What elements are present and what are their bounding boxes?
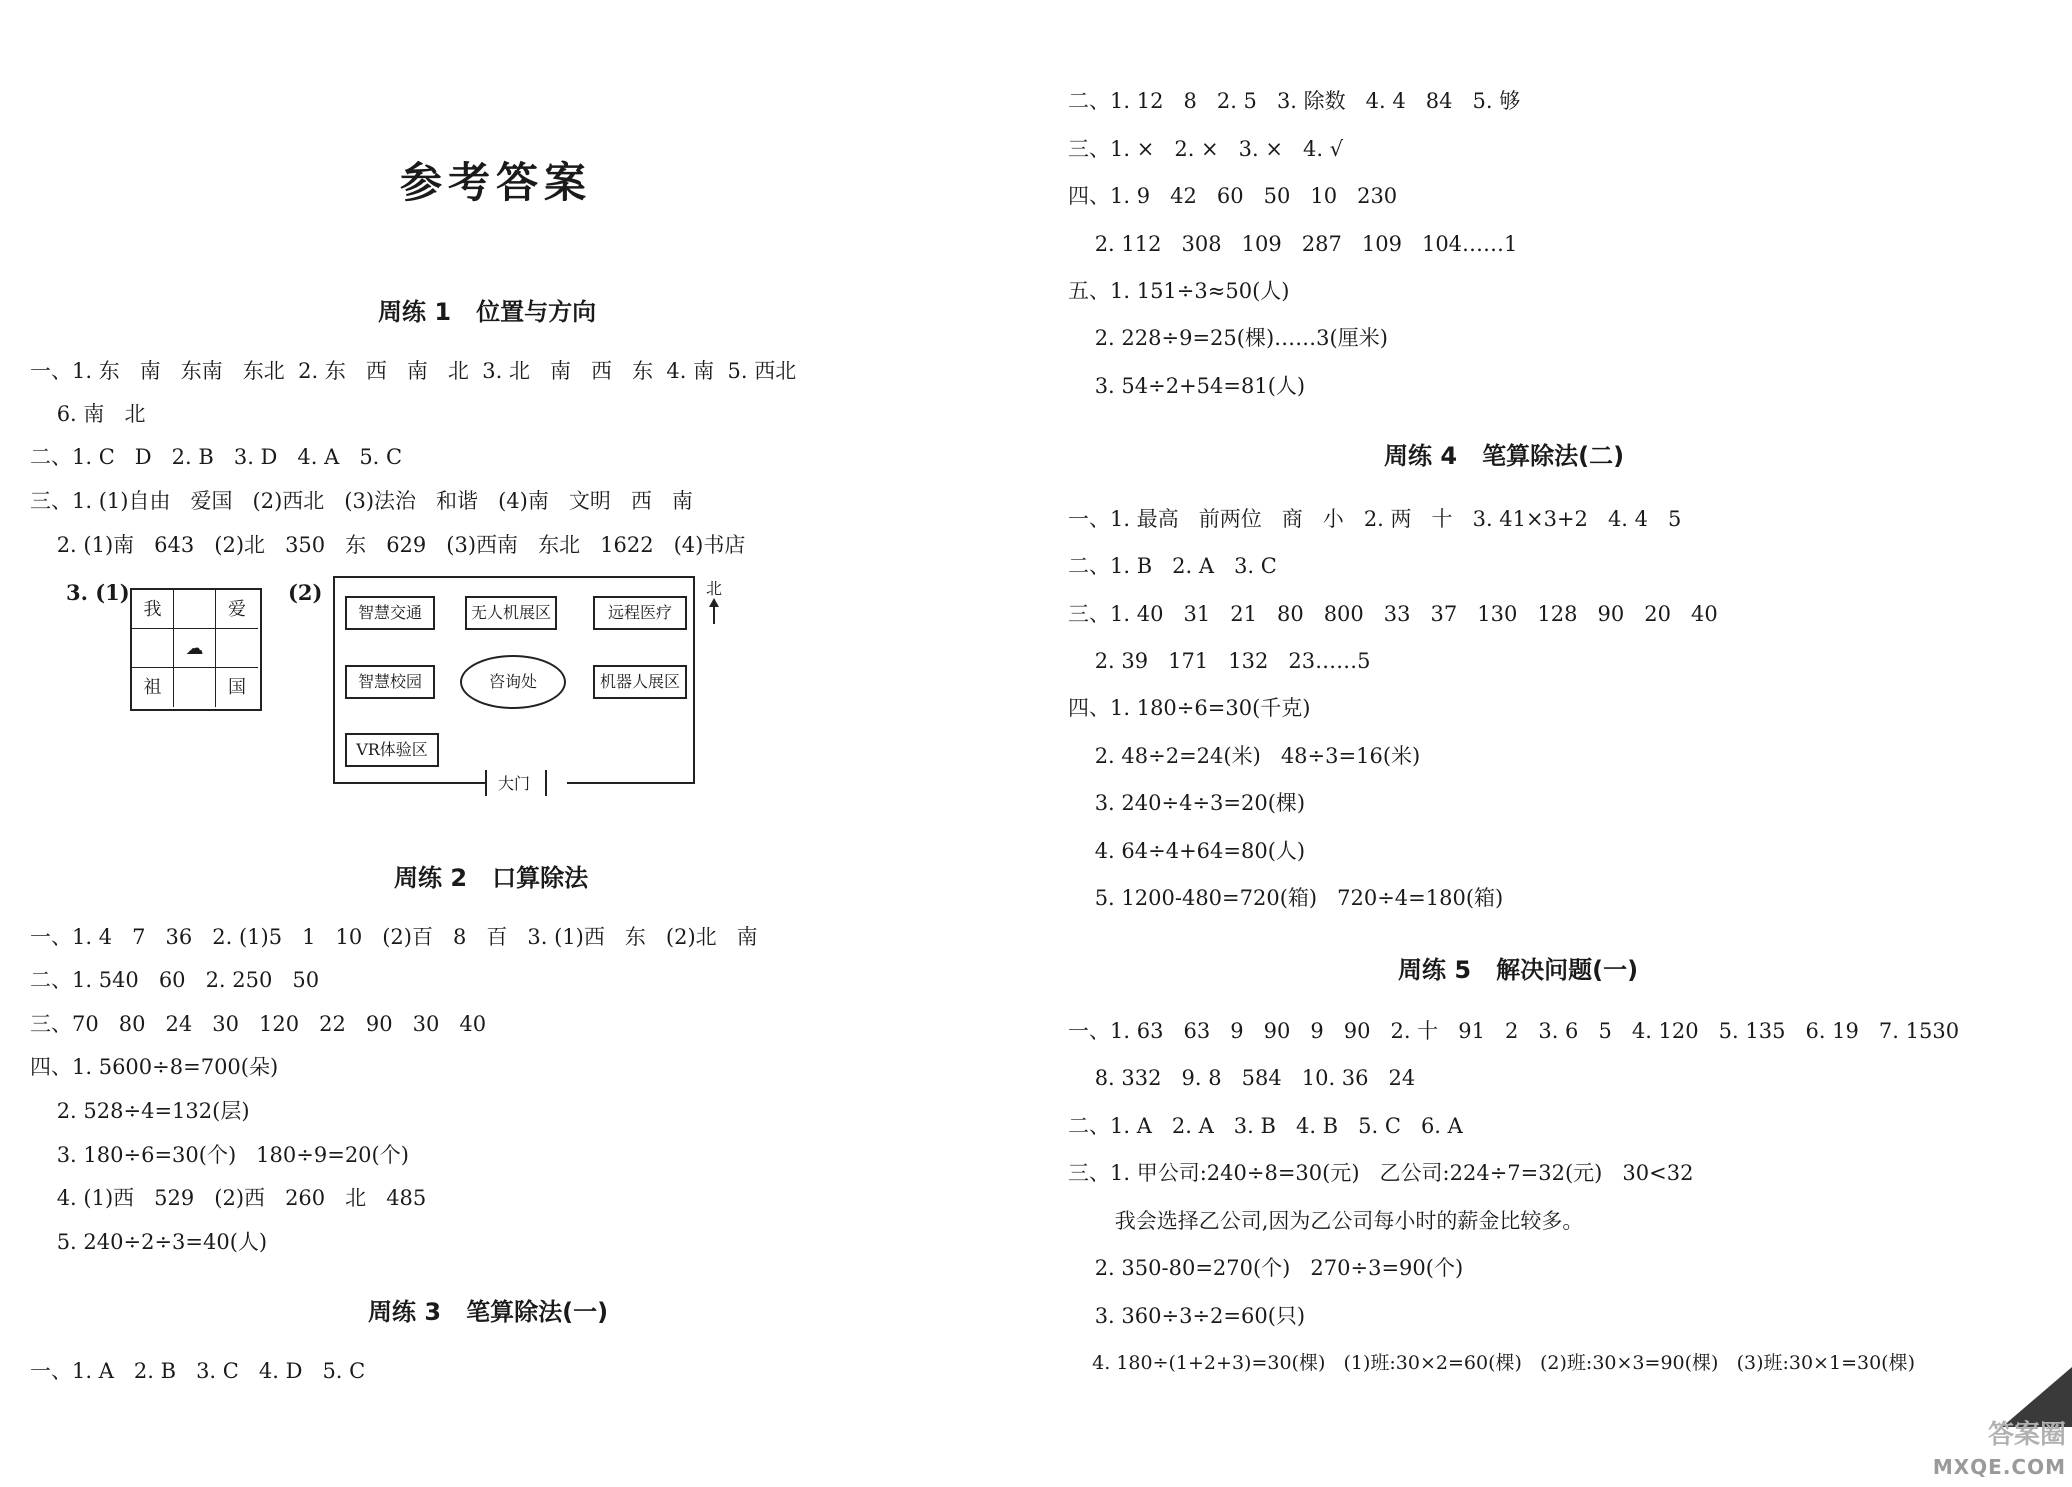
answer-line: 2. 112 308 109 287 109 104……1 [1068, 232, 1518, 256]
answer-line: 一、1. 最高 前两位 商 小 2. 两 十 3. 41×3+2 4. 4 5 [1068, 507, 1682, 531]
map-area: 无人机展区 [465, 596, 557, 630]
map-area: 机器人展区 [593, 665, 687, 699]
answer-line: 四、1. 180÷6=30(千克) [1068, 696, 1311, 720]
answer-line: 二、1. 12 8 2. 5 3. 除数 4. 4 84 5. 够 [1068, 89, 1521, 113]
answer-line: 三、1. × 2. × 3. × 4. √ [1068, 137, 1344, 161]
section-title-week4: 周练 4 笔算除法(二) [1384, 442, 1625, 470]
answer-line: 四、1. 9 42 60 50 10 230 [1068, 184, 1398, 208]
answer-line: 2. 48÷2=24(米) 48÷3=16(米) [1068, 744, 1421, 768]
north-label: 北 [706, 579, 723, 598]
grid-cell: 爱 [216, 590, 258, 629]
watermark [1932, 1377, 2072, 1487]
answer-line: 5. 240÷2÷3=40(人) [30, 1230, 268, 1254]
section-title-week1: 周练 1 位置与方向 [378, 298, 597, 326]
answer-line: 三、1. 甲公司:240÷8=30(元) 乙公司:224÷7=32(元) 30<32 [1068, 1161, 1694, 1185]
cloud-icon: ☁ [174, 629, 216, 668]
watermark-site: MXQE.COM [1932, 1455, 2066, 1479]
exhibition-map [333, 576, 695, 793]
answer-line: 4. 180÷(1+2+3)=30(棵) (1)班:30×2=60(棵) (2)班:30×3=90(棵) (3)班:30×1=30(棵) [1068, 1352, 1915, 1374]
answer-line: 三、70 80 24 30 120 22 90 30 40 [30, 1012, 487, 1036]
gate-post [485, 770, 487, 796]
answer-line: 五、1. 151÷3≈50(人) [1068, 279, 1290, 303]
answer-line: 3. 240÷4÷3=20(棵) [1068, 791, 1306, 815]
answer-line: 6. 南 北 [30, 402, 146, 426]
answer-line: 8. 332 9. 8 584 10. 36 24 [1068, 1066, 1416, 1090]
page-title: 参考答案 [400, 158, 593, 207]
answer-line: 三、1. 40 31 21 80 800 33 37 130 128 90 20 40 [1068, 602, 1718, 626]
answer-line: 一、1. 63 63 9 90 9 90 2. 十 91 2 3. 6 5 4. 120 5. 135 6. 19 7. 1530 [1068, 1019, 1960, 1043]
map-area: 远程医疗 [593, 596, 687, 630]
answer-line: 2. (1)南 643 (2)北 350 东 629 (3)西南 东北 1622 (4)书店 [30, 533, 746, 557]
grid-cell [132, 629, 174, 668]
grid-cell [216, 629, 258, 668]
map-area: VR体验区 [345, 733, 439, 767]
watermark-logo: 答案圈 [1987, 1420, 2066, 1450]
figure-label-1: 3. (1) [66, 580, 130, 605]
answer-line: 三、1. (1)自由 爱国 (2)西北 (3)法治 和谐 (4)南 文明 西 南 [30, 489, 693, 513]
answer-line: 四、1. 5600÷8=700(朵) [30, 1055, 279, 1079]
answer-line: 2. 350-80=270(个) 270÷3=90(个) [1068, 1256, 1464, 1280]
answer-line: 2. 39 171 132 23……5 [1068, 649, 1371, 673]
answer-line: 3. 360÷3÷2=60(只) [1068, 1304, 1306, 1328]
answer-line: 5. 1200-480=720(箱) 720÷4=180(箱) [1068, 886, 1504, 910]
answer-line: 2. 228÷9=25(棵)……3(厘米) [1068, 326, 1388, 350]
figure-label-2: (2) [288, 580, 323, 605]
section-title-week5: 周练 5 解决问题(一) [1398, 956, 1639, 984]
answer-line: 3. 180÷6=30(个) 180÷9=20(个) [30, 1143, 409, 1167]
answer-line: 二、1. A 2. A 3. B 4. B 5. C 6. A [1068, 1114, 1463, 1138]
answer-line: 4. (1)西 529 (2)西 260 北 485 [30, 1186, 427, 1210]
map-area: 智慧交通 [345, 596, 435, 630]
answer-line: 一、1. 4 7 36 2. (1)5 1 10 (2)百 8 百 3. (1)西 东 (2)北 南 [30, 925, 758, 949]
grid-cell: 我 [132, 590, 174, 629]
section-title-week2: 周练 2 口算除法 [394, 864, 589, 892]
answer-line: 我会选择乙公司,因为乙公司每小时的薪金比较多。 [1068, 1209, 1584, 1233]
answer-line: 4. 64÷4+64=80(人) [1068, 839, 1306, 863]
answer-line: 二、1. C D 2. B 3. D 4. A 5. C [30, 445, 403, 469]
grid-cell: 国 [228, 677, 246, 698]
character-grid [130, 588, 262, 711]
answer-line: 2. 528÷4=132(层) [30, 1099, 250, 1123]
map-info-desk: 咨询处 [460, 655, 566, 709]
answer-line: 3. 54÷2+54=81(人) [1068, 374, 1306, 398]
map-area: 智慧校园 [345, 665, 435, 699]
gate-label: 大门 [498, 774, 531, 793]
grid-cell [174, 590, 216, 629]
grid-cell: 祖 [132, 668, 174, 707]
answer-line: 一、1. A 2. B 3. C 4. D 5. C [30, 1359, 366, 1383]
answer-line: 二、1. B 2. A 3. C [1068, 554, 1277, 578]
grid-cell [174, 668, 216, 707]
north-arrow-shaft [713, 606, 715, 624]
gate-post [545, 770, 547, 796]
answer-line: 二、1. 540 60 2. 250 50 [30, 968, 320, 992]
section-title-week3: 周练 3 笔算除法(一) [368, 1298, 609, 1326]
answer-line: 一、1. 东 南 东南 东北 2. 东 西 南 北 3. 北 南 西 东 4. 南 5. 西北 [30, 359, 797, 383]
